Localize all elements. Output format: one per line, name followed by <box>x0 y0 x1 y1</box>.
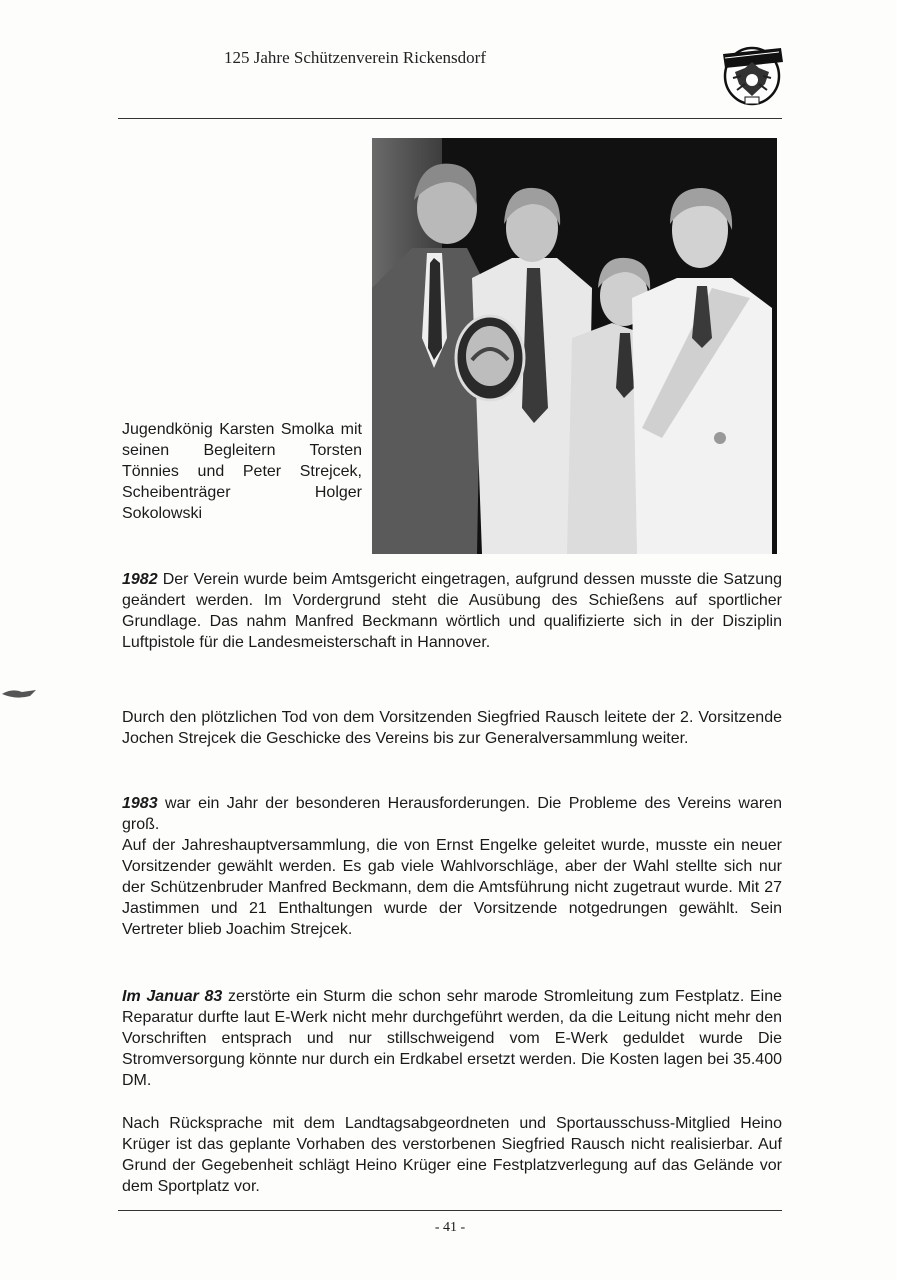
header-title: 125 Jahre Schützenverein Rickensdorf <box>224 48 486 67</box>
paragraph-januar-83 <box>122 986 782 1091</box>
paragraph-text: Durch den plötzlichen Tod von dem Vorsitzenden Siegfried Rausch leitete der 2. Vorsitzende Jochen Strejcek die Geschicke des Vereins bis zur Generalversammlung weiter. <box>122 709 782 747</box>
header-divider <box>118 118 782 119</box>
punch-hole-mark <box>2 686 36 700</box>
date-lead: Im Januar 83 <box>122 988 223 1005</box>
paragraph-vorsitz <box>122 707 782 749</box>
paragraph-festplatz <box>122 1113 782 1197</box>
page-header <box>120 40 780 80</box>
paragraph-text-continued: Auf der Jahreshauptversammlung, die von Ernst Engelke geleitet wurde, musste ein neuer Vorsitzender gewählt werden. Es gab viele Wahlvorschläge, aber der Wahl stellte sich nur der Schützenbruder Manfred Beckmann, dem die Amtsführung nicht zugetraut wurde. Mit 27 Jastimmen und 21 Enthaltungen wurde der Vorsitzende notgedrungen gewählt. Sein Vertreter blieb Joachim Strejcek. <box>122 837 782 938</box>
paragraph-text: Nach Rücksprache mit dem Landtagsabgeordneten und Sportausschuss-Mitglied Heino Krüger ist das geplante Vorhaben des verstorbenen Siegfried Rausch nicht realisierbar. Auf Grund der Gegebenheit schlägt Heino Krüger eine Festplatzverlegung auf das Gelände vor dem Sportplatz vor. <box>122 1115 782 1195</box>
year-lead: 1983 <box>122 795 158 812</box>
paragraph-1982 <box>122 569 782 653</box>
footer-divider <box>118 1210 782 1211</box>
paragraph-text: Der Verein wurde beim Amtsgericht eingetragen, aufgrund dessen musste die Satzung geändert werden. Im Vordergrund steht die Ausübung des Schießens auf sportlicher Grundlage. Das nahm Manfred Beckmann wörtlich und qualifizierte sich in der Disziplin Luftpistole für die Landesmeisterschaft in Hannover. <box>122 571 782 651</box>
year-lead: 1982 <box>122 571 158 588</box>
club-crest-icon <box>715 40 789 108</box>
paragraph-text: war ein Jahr der besonderen Herausforderungen. Die Probleme des Vereins waren groß. <box>122 795 782 833</box>
paragraph-1983 <box>122 793 782 940</box>
photo-caption: Jugendkönig Karsten Smolka mit seinen Begleitern Torsten Tönnies und Peter Strejcek, Scheibenträger Holger Sokolowski <box>122 421 362 522</box>
group-photo <box>372 138 777 554</box>
paragraph-text: zerstörte ein Sturm die schon sehr marode Stromleitung zum Festplatz. Eine Reparatur durfte laut E-Werk nicht mehr durchgeführt werden, da die Leitung nicht mehr den Vorschriften entsprach und nur stillschweigend vom E-Werk geduldet wurde Die Stromversorgung könnte nur durch ein Erdkabel ersetzt werden. Die Kosten lagen bei 35.400 DM. <box>122 988 783 1089</box>
page-number: - 41 - <box>434 1220 466 1235</box>
